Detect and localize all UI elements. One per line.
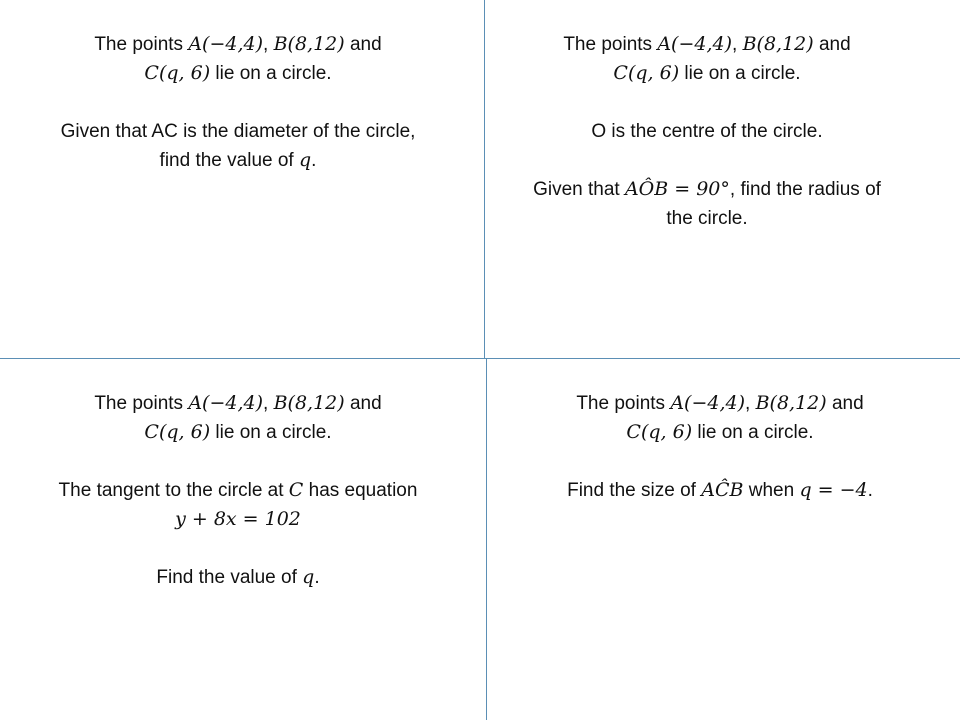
question-card-1 bbox=[20, 30, 456, 175]
q3-line-5 bbox=[20, 563, 456, 592]
math-variable-q: q bbox=[298, 149, 312, 171]
math-point-b: B(8,12) bbox=[273, 33, 345, 55]
text: The tangent to the circle at bbox=[58, 480, 289, 501]
math-point-b: B(8,12) bbox=[755, 392, 827, 414]
q4-line-3 bbox=[500, 476, 940, 505]
q1-line-1 bbox=[20, 30, 456, 59]
text: find the value of bbox=[159, 150, 299, 171]
math-angle-aob: AÔB = 90° bbox=[624, 178, 730, 200]
q3-line-3 bbox=[20, 476, 456, 505]
question-card-3 bbox=[20, 389, 456, 592]
text: and bbox=[813, 34, 851, 55]
math-point-b: B(8,12) bbox=[273, 392, 345, 414]
q3-line-2 bbox=[20, 418, 456, 447]
q3-line-1 bbox=[20, 389, 456, 418]
q2-line-3: O is the centre of the circle. bbox=[591, 121, 823, 142]
math-point-c: C(q, 6) bbox=[144, 62, 211, 84]
q1-line-3: Given that AC is the diameter of the circle, bbox=[60, 121, 416, 142]
math-point-a: A(−4,4) bbox=[188, 392, 264, 414]
math-point-c: C(q, 6) bbox=[613, 62, 680, 84]
math-point-a: A(−4,4) bbox=[657, 33, 733, 55]
math-angle-acb: AĈB bbox=[701, 479, 744, 501]
text: lie on a circle. bbox=[692, 422, 814, 443]
vertical-divider-top bbox=[484, 0, 485, 358]
math-point-c: C(q, 6) bbox=[144, 421, 211, 443]
q1-line-4 bbox=[20, 146, 456, 175]
q2-line-2 bbox=[486, 59, 928, 88]
text: Find the size of bbox=[567, 480, 702, 501]
math-point-a: A(−4,4) bbox=[188, 33, 264, 55]
math-point-c: C bbox=[288, 479, 304, 501]
question-card-4 bbox=[500, 389, 940, 505]
math-variable-q: q bbox=[302, 566, 315, 588]
text: , find the radius of bbox=[729, 179, 881, 200]
text: The points bbox=[94, 393, 189, 414]
horizontal-divider bbox=[0, 358, 960, 359]
q4-line-2 bbox=[500, 418, 940, 447]
text: , bbox=[263, 34, 274, 55]
q2-line-1 bbox=[486, 30, 928, 59]
text: The points bbox=[563, 34, 658, 55]
text: . bbox=[311, 150, 317, 171]
text: and bbox=[344, 393, 382, 414]
q2-line-4 bbox=[486, 175, 928, 204]
text: The points bbox=[576, 393, 671, 414]
text: , bbox=[732, 34, 743, 55]
text: and bbox=[344, 34, 382, 55]
text: . bbox=[314, 567, 320, 588]
q2-line-5: the circle. bbox=[666, 208, 748, 229]
q4-line-1 bbox=[500, 389, 940, 418]
text: has equation bbox=[303, 480, 418, 501]
text: , bbox=[745, 393, 756, 414]
text: lie on a circle. bbox=[210, 422, 332, 443]
text: Find the value of bbox=[156, 567, 303, 588]
math-tangent-equation: y + 8x = 102 bbox=[175, 508, 301, 530]
math-point-a: A(−4,4) bbox=[670, 392, 746, 414]
text: and bbox=[826, 393, 864, 414]
text: when bbox=[743, 480, 800, 501]
math-q-value: q = −4 bbox=[799, 479, 868, 501]
text: . bbox=[867, 480, 873, 501]
q3-line-4 bbox=[20, 505, 456, 534]
text: lie on a circle. bbox=[210, 63, 332, 84]
math-point-c: C(q, 6) bbox=[626, 421, 693, 443]
text: , bbox=[263, 393, 274, 414]
text: The points bbox=[94, 34, 189, 55]
q1-line-2 bbox=[20, 59, 456, 88]
text: Given that bbox=[533, 179, 625, 200]
math-point-b: B(8,12) bbox=[742, 33, 814, 55]
vertical-divider-bottom bbox=[486, 358, 487, 720]
question-card-2 bbox=[486, 30, 928, 233]
text: lie on a circle. bbox=[679, 63, 801, 84]
